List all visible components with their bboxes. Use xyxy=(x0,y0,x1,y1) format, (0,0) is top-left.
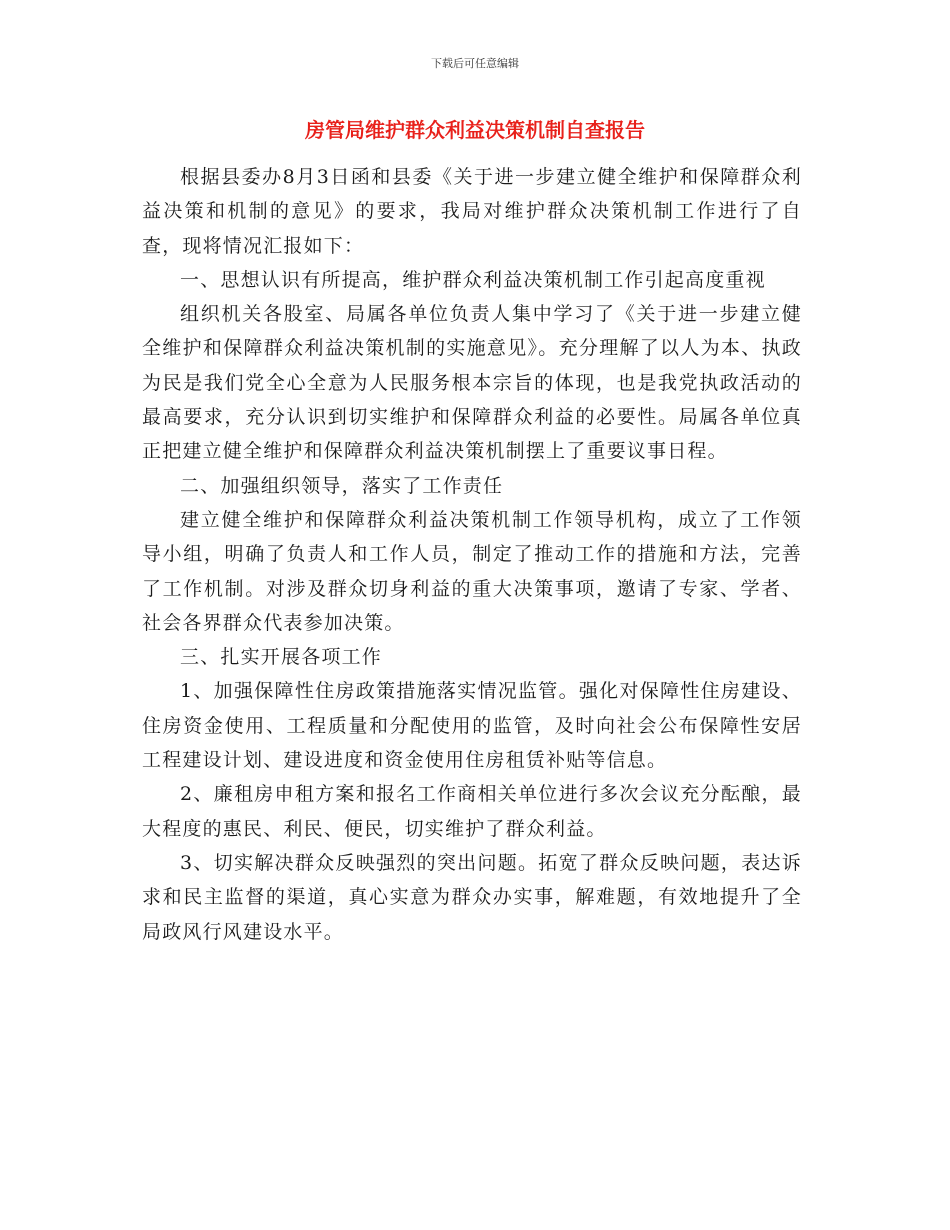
document-body xyxy=(142,160,802,949)
document-title: 房管局维护群众利益决策机制自查报告 xyxy=(305,118,645,142)
paragraph-item-1: 1、加强保障性住房政策措施落实情况监管。强化对保障性住房建设、住房资金使用、工程质量和分配使用的监管，及时向社会公布保障性安居工程建设计划、建设进度和资金使用住房租赁补贴等信息。 xyxy=(142,680,802,772)
section-heading-2: 二、加强组织领导，落实了工作责任 xyxy=(180,474,504,497)
section-heading-3: 三、扎实开展各项工作 xyxy=(180,646,383,669)
section-heading-1: 一、思想认识有所提高，维护群众利益决策机制工作引起高度重视 xyxy=(180,268,766,291)
paragraph-intro: 根据县委办8月3日函和县委《关于进一步建立健全维护和保障群众利益决策和机制的意见》的要求，我局对维护群众决策机制工作进行了自查，现将情况汇报如下： xyxy=(142,166,802,257)
header-note: 下载后可任意编辑 xyxy=(431,57,519,70)
paragraph-section-2: 建立健全维护和保障群众利益决策机制工作领导机构，成立了工作领导小组，明确了负责人和工作人员，制定了推动工作的措施和方法，完善了工作机制。对涉及群众切身利益的重大决策事项，邀请了专家、学者、社会各界群众代表参加决策。 xyxy=(142,508,802,634)
paragraph-item-3: 3、切实解决群众反映强烈的突出问题。拓宽了群众反映问题，表达诉求和民主监督的渠道，真心实意为群众办实事，解难题，有效地提升了全局政风行风建设水平。 xyxy=(142,851,802,943)
paragraph-section-1: 组织机关各股室、局属各单位负责人集中学习了《关于进一步建立健全维护和保障群众利益决策机制的实施意见》。充分理解了以人为本、执政为民是我们党全心全意为人民服务根本宗旨的体现，也是我党执政活动的最高要求，充分认识到切实维护和保障群众利益的必要性。局属各单位真正把建立健全维护和保障群众利益决策机制摆上了重要议事日程。 xyxy=(142,303,802,463)
paragraph-item-2: 2、廉租房申租方案和报名工作商相关单位进行多次会议充分酝酿，最大程度的惠民、利民、便民，切实维护了群众利益。 xyxy=(142,783,802,840)
